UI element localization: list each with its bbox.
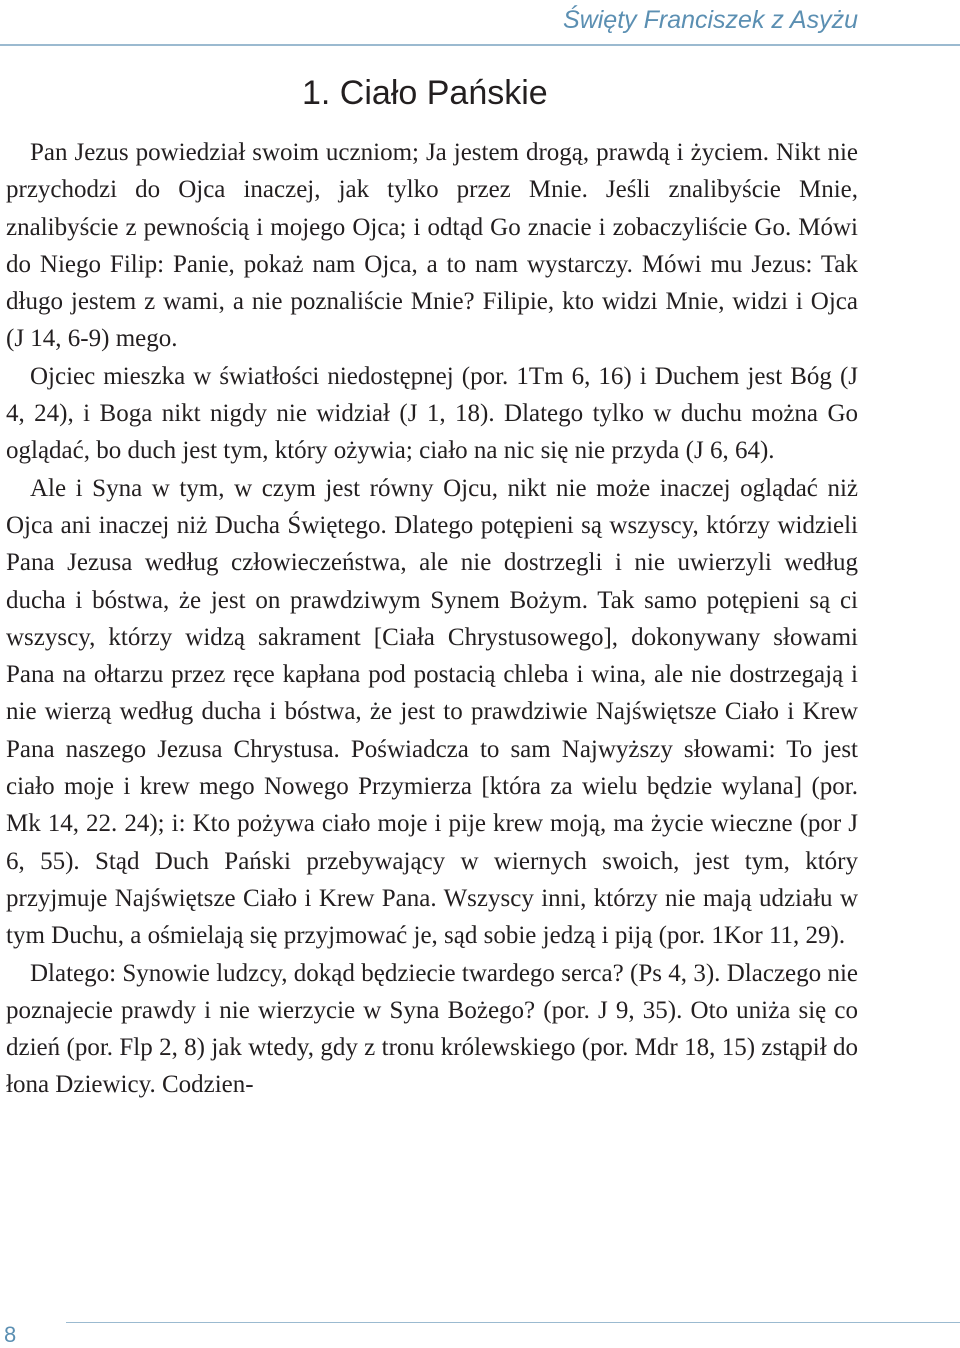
paragraph: Ojciec mieszka w światłości niedostępnej (por. 1Tm 6, 16) i Duchem jest Bóg (J 4, 24), i Boga nikt nigdy nie widział (J 1, 18). Dlatego tylko w duchu można Go oglądać, bo duch jest tym, który ożywia; ciało na nic się nie przyda (J 6, 64). (6, 362, 858, 465)
footer-divider (66, 1322, 960, 1323)
paragraph: Dlatego: Synowie ludzcy, dokąd będziecie twardego serca? (Ps 4, 3). Dlaczego nie poznajecie prawdy i nie wierzycie w Syna Bożego? (por. J 9, 35). Oto uniża się co dzień (por. Flp 2, 8) jak wtedy, gdy z tronu królewskiego (por. Mdr 18, 15) zstąpił do łona Dziewicy. Codzien- (6, 959, 858, 1099)
body-text (6, 134, 858, 1104)
page-number: 8 (4, 1322, 17, 1347)
running-header-title: Święty Franciszek z Asyżu (563, 6, 858, 34)
paragraph: Ale i Syna w tym, w czym jest równy Ojcu, nikt nie może inaczej oglądać niż Ojca ani inaczej niż Ducha Świętego. Dlatego potępieni są wszyscy, którzy widzieli Pana Jezusa według człowieczeństwa, ale nie dostrzegli i nie uwierzyli według ducha i bóstwa, że jest on prawdziwym Synem Bożym. Tak samo potępieni są ci wszyscy, którzy widzą sakrament [Ciała Chrystusowego], dokonywany słowami Pana na ołtarzu przez ręce kapłana pod postacią chleba i wina, ale nie dostrzegają i nie wierzą według ducha i bóstwa, że jest to prawdziwie Najświętsze Ciało i Krew Pana naszego Jezusa Chrystusa. Poświadcza to sam Najwyższy słowami: To jest ciało moje i krew mego Nowego Przymierza [która za wielu będzie wylana] (por. Mk 14, 22. 24); i: Kto pożywa ciało moje i pije krew moją, ma życie wieczne (por J 6, 55). Stąd Duch Pański przebywający w wiernych swoich, jest tym, który przyjmuje Najświętsze Ciało i Krew Pana. Wszyscy inni, którzy nie mają udziału w tym Duchu, a ośmielają się przyjmować je, sąd sobie jedzą i piją (por. 1Kor 11, 29). (6, 474, 858, 950)
header-divider (0, 44, 960, 46)
paragraph: Pan Jezus powiedział swoim uczniom; Ja jestem drogą, prawdą i życiem. Nikt nie przychodzi do Ojca inaczej, jak tylko przez Mnie. Jeśli znalibyście Mnie, znalibyście z pewnością i mojego Ojca; i odtąd Go znacie i zobaczyliście Go. Mówi do Niego Filip: Panie, pokaż nam Ojca, a to nam wystarczy. Mówi mu Jezus: Tak długo jestem z wami, a nie poznaliście Mnie? Filipie, kto widzi Mnie, widzi i Ojca (J 14, 6-9) mego. (6, 139, 858, 353)
chapter-title: 1. Ciało Pańskie (302, 74, 548, 112)
